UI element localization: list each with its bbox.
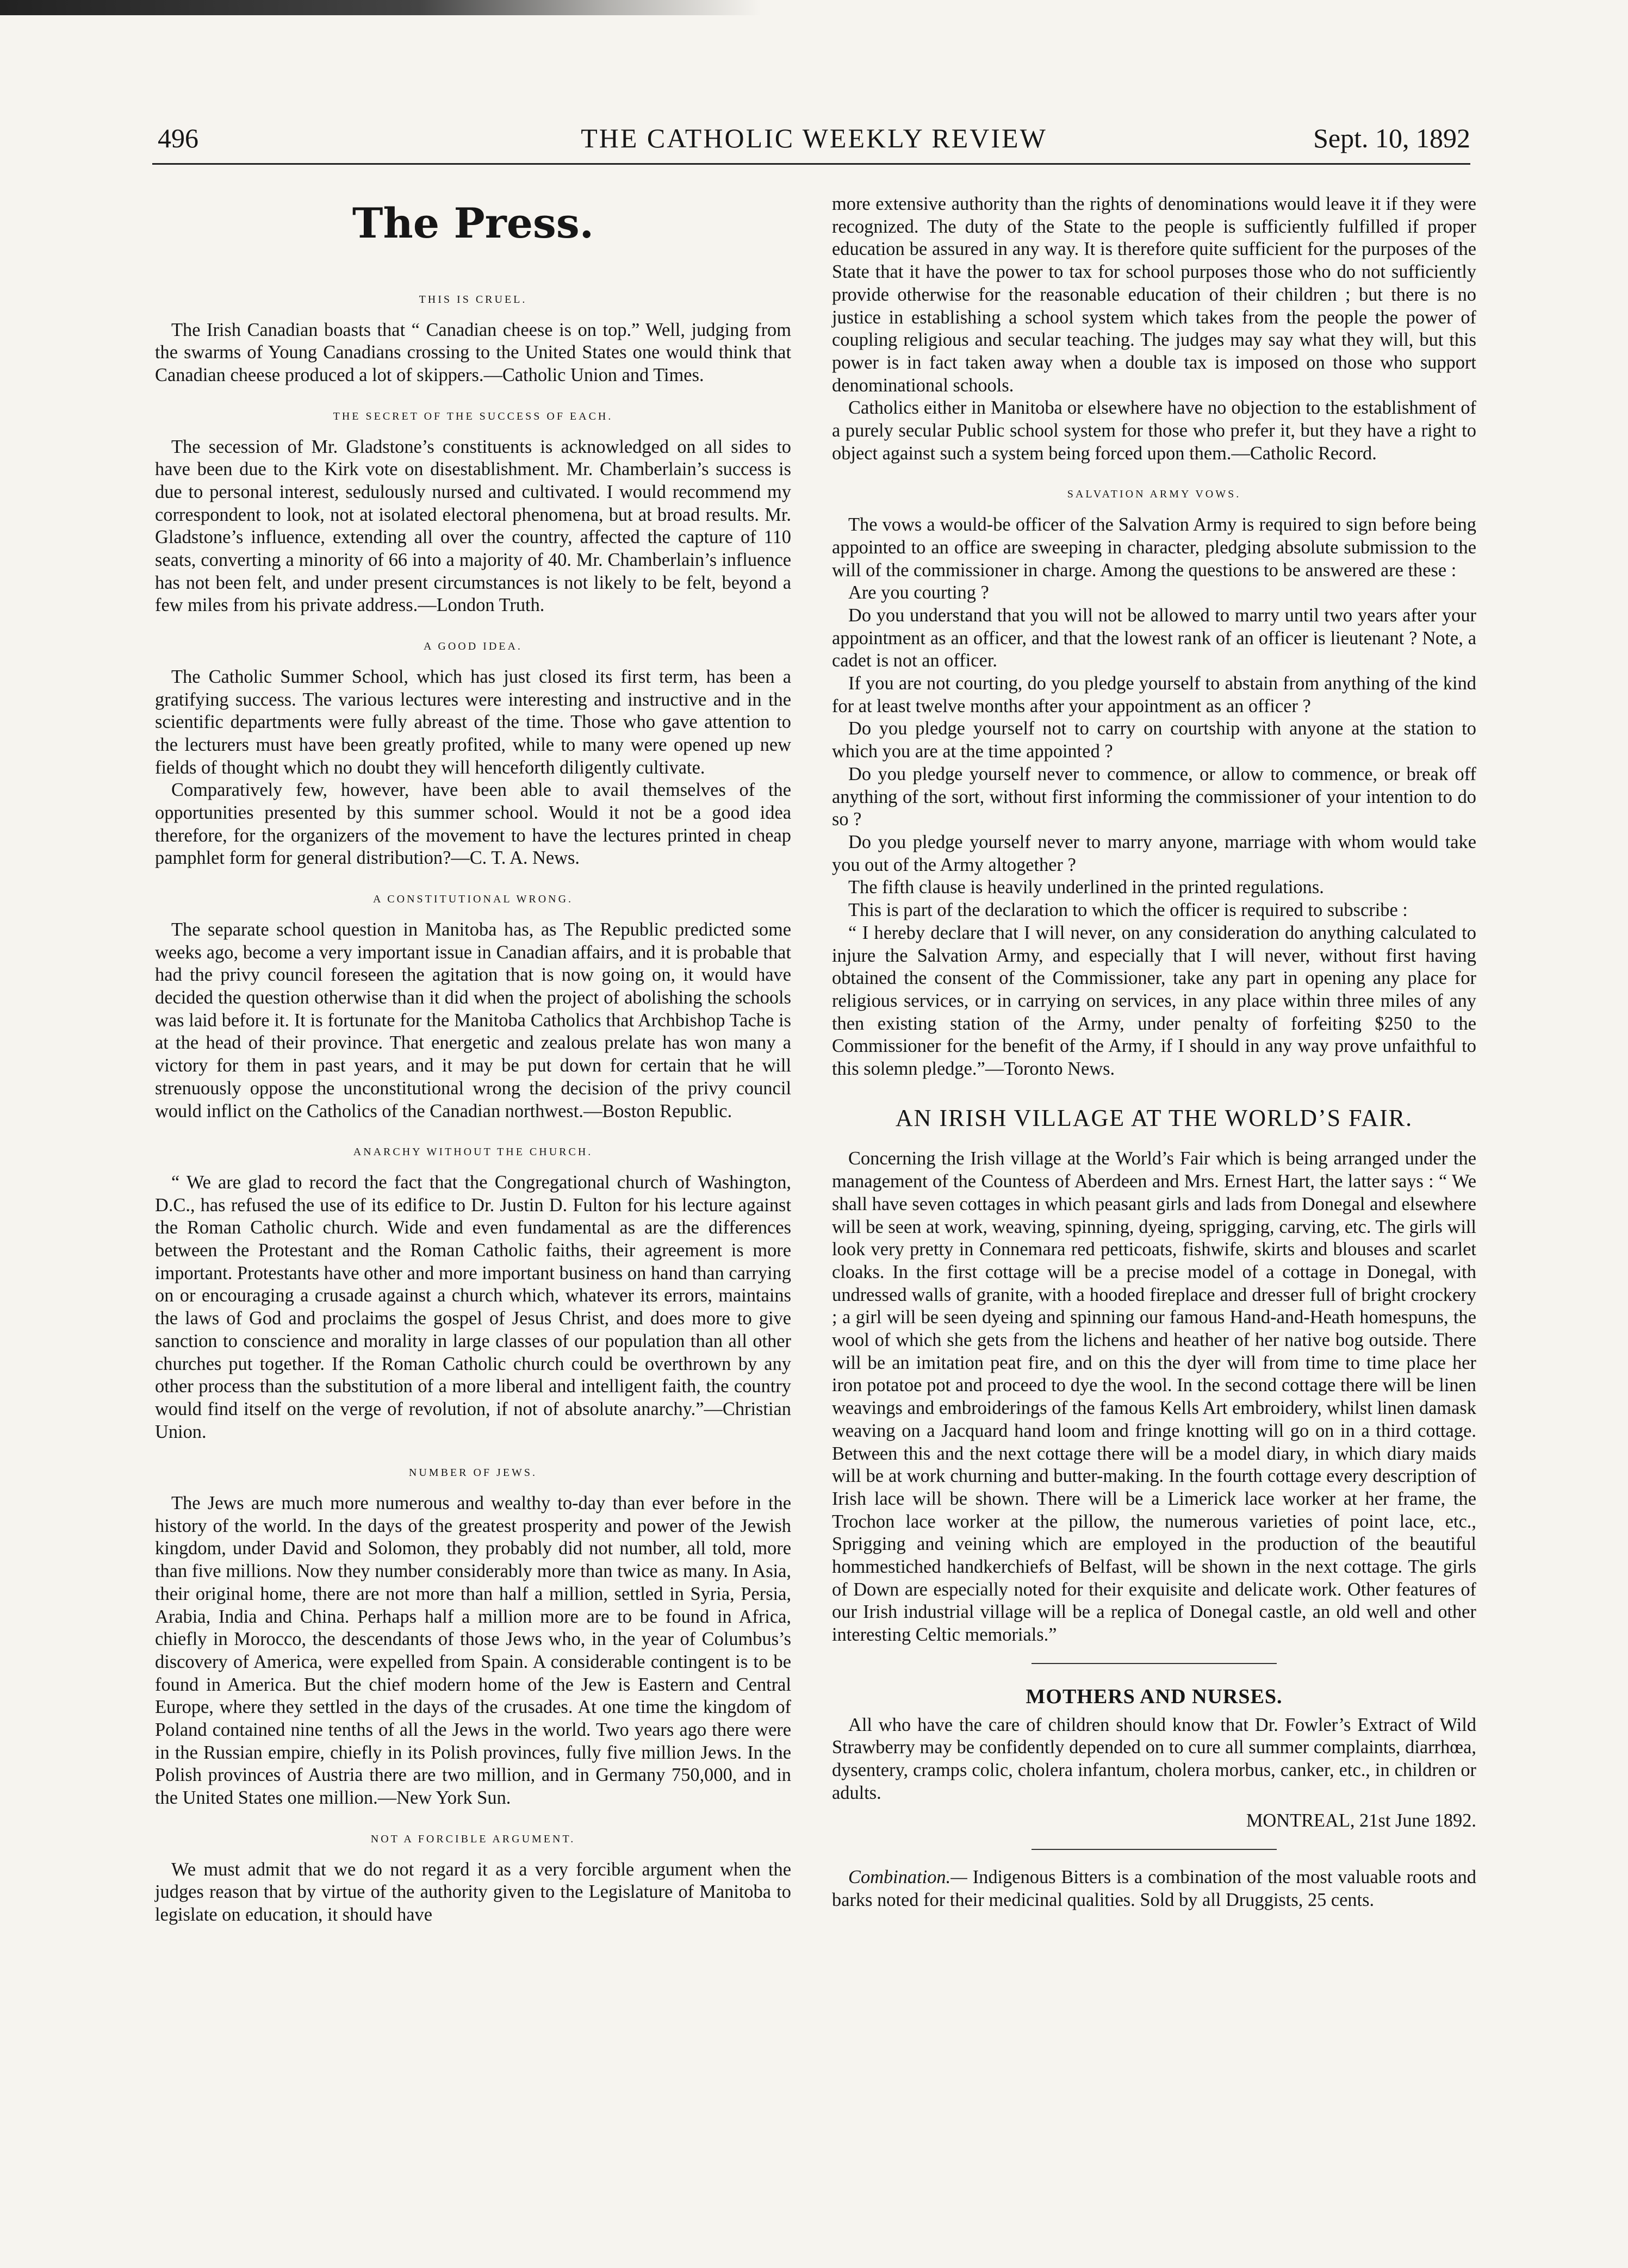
salvation-paragraph: If you are not courting, do you pledge yourself to abstain from anything of the kind for at least twelve months after your appointment as an officer ? bbox=[832, 673, 1476, 716]
combination-ad bbox=[832, 1866, 1476, 1911]
article-paragraph: The separate school question in Manitoba has, as The Republic predicted some weeks ago, become a very important issue in Canadian affairs, and it is probable that had the privy council foreseen the agitation that is now going on, it would have decided the question otherwise than it did when the project of abolishing the schools was laid before it. It is fortunate for the Manitoba Catholics that Archbishop Tache is at the head of their province. That energetic and zealous prelate has won many a victory for them in past years, and it may be put down for certain that he will strenuously oppose the unconstitutional wrong the decision of the privy council would inflict on the Catholics of the Canadian northwest.—Boston Republic. bbox=[155, 919, 791, 1121]
article-paragraph: “ We are glad to record the fact that the Congregational church of Washington, D.C., has refused the use of its edifice to Dr. Justin D. Fulton for his lecture against the Roman Catholic church. Wide and even fundamental as are the differences between the Protestant and the Roman Catholic faiths, their agreement is more important. Protestants have other and more important business on hand than carrying on or encouraging a crusade against a church which, whatever its errors, maintains the laws of God and proclaims the gospel of Jesus Christ, and does more to give sanction to conscience and morality in large classes of our population than all other churches put together. If the Roman Catholic church could be overthrown by any other process than the substitution of a more liberal and intelligent faith, the country would find itself on the verge of revolution, if not of absolute anarchy.”—Christian Union. bbox=[155, 1172, 791, 1442]
article-heading: THE SECRET OF THE SUCCESS OF EACH. bbox=[333, 410, 613, 422]
separator-rule-2 bbox=[1032, 1849, 1276, 1850]
left-column bbox=[155, 193, 791, 1927]
article-paragraph: We must admit that we do not regard it as a very forcible argument when the judges reason that by virtue of the authority given to the Legislature of Manitoba to legislate on education, it should have bbox=[155, 1859, 791, 1925]
article-heading: A CONSTITUTIONAL WRONG. bbox=[372, 893, 574, 906]
mothers-heading: MOTHERS AND NURSES. bbox=[1026, 1685, 1283, 1708]
continuation-paragraph-2: Catholics either in Manitoba or elsewhere have no objection to the establishment of a purely secular Public school system for those who prefer it, but they have a right to object against such a system being forced upon them.—Catholic Record. bbox=[832, 397, 1476, 464]
section-masthead: The Press. bbox=[352, 199, 594, 247]
print-smear bbox=[0, 0, 761, 15]
combination-text: Indigenous Bitters is a combination of the most valuable roots and barks noted for their medicinal qualities. Sold by all Druggists, 25 cents. bbox=[832, 1867, 1476, 1910]
combination-label: Combination.— bbox=[848, 1867, 967, 1888]
right-column bbox=[832, 193, 1476, 1912]
salvation-paragraph: Do you pledge yourself not to carry on courtship with anyone at the station to which you are at the time appointed ? bbox=[832, 718, 1476, 762]
salvation-paragraph: Do you pledge yourself never to commence, or allow to commence, or break off anything of the sort, without first informing the commissioner of your intention to do so ? bbox=[832, 763, 1476, 830]
article-heading: THIS IS CRUEL. bbox=[419, 294, 527, 306]
salvation-paragraph: Do you understand that you will not be allowed to marry until two years after your appointment as an officer, and that the lowest rank of an officer is lieutenant ? Note, a cadet is not an officer. bbox=[832, 605, 1476, 671]
page-header bbox=[158, 122, 1470, 160]
article-heading: ANARCHY WITHOUT THE CHURCH. bbox=[353, 1146, 593, 1158]
salvation-paragraph: This is part of the declaration to which the officer is required to subscribe : bbox=[848, 900, 1408, 921]
separator-rule bbox=[1032, 1663, 1276, 1664]
salvation-paragraph: The vows a would-be officer of the Salvation Army is required to sign before being appointed to an office are sweeping in character, pledging absolute submission to the will of the commissioner in charge. Among the questions to be answered are these : bbox=[832, 514, 1476, 581]
left-articles bbox=[155, 289, 791, 1927]
irish-village-heading: AN IRISH VILLAGE AT THE WORLD’S FAIR. bbox=[895, 1104, 1413, 1131]
article-heading: NUMBER OF JEWS. bbox=[408, 1467, 538, 1479]
mothers-signature: MONTREAL, 21st June 1892. bbox=[1246, 1810, 1476, 1831]
article-heading: NOT A FORCIBLE ARGUMENT. bbox=[370, 1833, 576, 1845]
irish-village-paragraph: Concerning the Irish village at the World’s Fair which is being arranged under the management of the Countess of Aberdeen and Mrs. Ernest Hart, the latter says : “ We shall have seven cottages in which peasant girls and lads from Donegal and elsewhere will be seen at work, weaving, spinning, dyeing, sprigging, carving, etc. The girls will look very pretty in Connemara red petticoats, fishwife, skirts and blouses and scarlet cloaks. In the first cottage will be a precise model of a cottage in Donegal, with undressed walls of granite, with a hooded fireplace and dresser full of bright crockery ; a girl will be seen dyeing and spinning our famous Hand-and-Heath homespuns, the wool of which she gets from the lichens and heather of her native bog outside. There will be an imitation peat fire, and on this the dyer will from time to time place her iron potatoe pot and proceed to dye the wool. In the second cottage there will be linen weavings and embroiderings of the famous Kells Art embroidery, whilst linen damask weaving on a Jacquard hand loom and fringe knotting will go on in a third cottage. Between this and the next cottage there will be a model diary, in which diary maids will be at work churning and butter-making. In the fourth cottage every description of Irish lace will be shown. There will be a Limerick lace worker at her frame, the Trochon lace worker at the pillow, the numerous varieties of point lace, etc., Sprigging and veining which are employed in the production of the beautiful hommestiched handkerchiefs of Belfast, will be shown in the next cottage. The girls of Down are especially noted for their exquisite and delicate work. Other features of our Irish industrial village will be a replica of Donegal castle, an old well and other interesting Celtic memorials.” bbox=[832, 1148, 1476, 1646]
continuation-paragraph: more extensive authority than the rights of denominations would leave it if they were recognized. The duty of the State to the people is sufficiently fulfilled if proper education be assured in any way. It is therefore quite sufficient for the purposes of the State that it have the power to tax for school purposes those who do not sufficiently provide otherwise for the reasonable education of their children ; but there is no justice in establishing a school system which takes from the people the power of coupling religious and secular teaching. The judges may say what they will, but this power is in fact taken away when a double tax is imposed on those who support denominational schools. bbox=[832, 194, 1476, 396]
article-paragraph: Comparatively few, however, have been able to avail themselves of the opportunities presented by this summer school. Would it not be a good idea therefore, for the organizers of the movement to have the lectures printed in cheap pamphlet form for general distribution?—C. T. A. News. bbox=[155, 780, 791, 869]
salvation-paragraph: Do you pledge yourself never to marry anyone, marriage with whom would take you out of the Army altogether ? bbox=[832, 831, 1476, 875]
article-paragraph: The Catholic Summer School, which has just closed its first term, has been a gratifying success. The various lectures were interesting and instructive and in the scientific departments were fully abreast of the time. Those who gave attention to the lecturers must have been greatly profited, while to many were opened up new fields of thought which no doubt they will henceforth diligently cultivate. bbox=[155, 666, 791, 778]
article-paragraph: The Jews are much more numerous and wealthy to-day than ever before in the history of the world. In the days of the greatest prosperity and power of the Jewish kingdom, under David and Solomon, they probably did not number, all told, more than five millions. Now they number considerably more than twice as many. In Asia, their original home, there are not more than half a million, settled in Syria, Persia, Arabia, India and China. Perhaps half a million more are to be found in Africa, chiefly in Morocco, the descendants of those Jews who, in the year of Columbus’s discovery of America, were expelled from Spain. A considerable contingent is to be found in America. But the chief modern home of the Jew is Eastern and Central Europe, where they settled in the days of the crusades. At one time the kingdom of Poland contained nine tenths of all the Jews in the world. Two years ago there were in the Russian empire, chiefly in its Polish provinces, fully five million Jews. In the Polish provinces of Austria there are two million, and in Germany 750,000, and in the United States one million.—New York Sun. bbox=[155, 1493, 791, 1809]
salvation-article bbox=[832, 514, 1476, 1081]
mothers-paragraph: All who have the care of children should know that Dr. Fowler’s Extract of Wild Strawberry may be confidently depended on to cure all summer complaints, diarrhœa, dysentery, cramps colic, cholera infantum, cholera morbus, canker, etc., in children or adults. bbox=[832, 1714, 1476, 1803]
publication-title: THE CATHOLIC WEEKLY REVIEW bbox=[581, 123, 1047, 153]
salvation-paragraph: “ I hereby declare that I will never, on any consideration do anything calculated to injure the Salvation Army, and especially that I will never, without first having obtained the consent of the Commissioner, take any part in opening any place for religious services, or in carrying on services, in any place within three miles of any then existing station of the Army, under penalty of forfeiting $250 to the Commissioner for the benefit of the Army, if I should in any way prove unfaithful to this solemn pledge.”—Toronto News. bbox=[832, 922, 1476, 1080]
header-rule bbox=[152, 163, 1470, 165]
salvation-paragraph: Are you courting ? bbox=[848, 582, 989, 603]
salvation-paragraph: The fifth clause is heavily underlined in the printed regulations. bbox=[848, 877, 1324, 898]
salvation-heading: SALVATION ARMY VOWS. bbox=[1067, 488, 1241, 501]
article-paragraph: The secession of Mr. Gladstone’s constituents is acknowledged on all sides to have been due to the Kirk vote on disestablishment. Mr. Chamberlain’s success is due to personal interest, sedulously nursed and cultivated. I would recommend my correspondent to look, not at isolated electoral phenomena, but at broad results. Mr. Gladstone’s influence, extending all over the country, affected the capture of 110 seats, converting a minority of 66 into a majority of 40. Mr. Chamberlain’s influence has not been felt, and under present circumstances is not likely to be felt, beyond a few miles from his private address.—London Truth. bbox=[155, 436, 791, 616]
issue-date: Sept. 10, 1892 bbox=[1313, 123, 1470, 153]
article-paragraph: The Irish Canadian boasts that “ Canadian cheese is on top.” Well, judging from the swarms of Young Canadians crossing to the United States one would think that Canadian cheese produced a lot of skippers.—Catholic Union and Times. bbox=[155, 319, 791, 386]
page-number: 496 bbox=[158, 123, 198, 153]
article-heading: A GOOD IDEA. bbox=[424, 640, 523, 653]
